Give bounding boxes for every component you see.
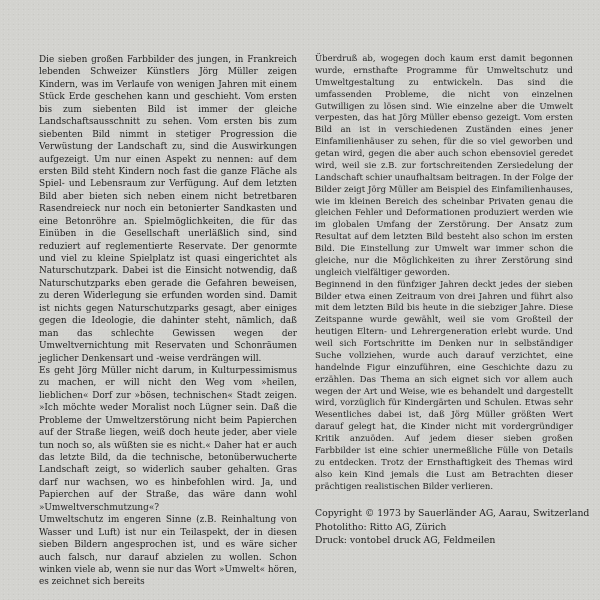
paragraph: Die sieben großen Farbbilder des jungen, in Frankreich lebenden Schweizer Künstlers Jörg Müller zeigen Kindern, was im Verlaufe von wenigen Jahren mit einem Stück Erde geschehen kann und geschieht. Vom ersten bis zum siebenten Bild ist immer der gleiche Landschaftsausschnitt zu sehen. Vom ersten bis zum siebenten Bild nimmt in stetiger Progression die Verwüstung der Landschaft zu, sind die Auswirkungen aufgezeigt. Um nur einen Aspekt zu nennen: auf dem ersten Bild steht Kindern noch fast die ganze Fläche als Spiel- und Lebensraum zur Verfügung. Auf dem letzten Bild aber bieten sich neben einem nicht betretbaren Rasendreieck nur noch ein betonierter Sandkasten und eine Betonröhre an. Spielmöglichkeiten, die für das Einüben in die Gesellschaft unerläßlich sind, sind reduziert auf reglementierte Reservate. Der genormte und viel zu kleine Spielplatz ist quasi eingerichtet als Naturschutzpark. Dabei ist die Einsicht notwendig, daß Naturschutzparks eben gerade die Gefahren beweisen, zu deren Widerlegung sie erfunden worden sind. Damit ist nichts gegen Naturschutzparks gesagt, aber einiges gegen die Ideologie, die dahinter steht, nämlich, daß man das schlechte Gewissen wegen der Umweltvernichtung mit Reservaten und Schonräumen jeglicher Denkensart und -weise verdrängen will. <box>39 55 297 364</box>
paragraph: Umweltschutz im engeren Sinne (z.B. Reinhaltung von Wasser und Luft) ist nur ein Teilaspekt, der in diesen sieben Bildern angesprochen ist, und es wäre sicher auch falsch, nur darauf abzielen zu wollen. Schon winken viele ab, wenn sie nur das Wort »Umwelt« hören, es zeichnet sich bereits <box>39 515 297 588</box>
paragraph: Überdruß ab, wogegen doch kaum erst damit begonnen wurde, ernsthafte Programme für Umweltschutz und Umweltgestaltung zu entwickeln. Das sind die umfassenden Probleme, die nicht von einzelnen Gutwilligen zu lösen sind. Wie einzelne aber die Umwelt verpesten, das hat Jörg Müller ebenso gezeigt. Vom ersten Bild an ist in verschiedenen Zuständen eines jener Einfamilienhäuser zu sehen, für die so viel geworben und getan wird, gegen die aber auch schon ebensoviel geredet wird, weil sie z.B. zur fortschreitenden Zersiedelung der Landschaft schier unaufhaltsam beitragen. In der Folge der Bilder zeigt Jörg Müller am Beispiel des Einfamilienhauses, wie im kleinen Bereich des scheinbar Privaten genau die gleichen Fehler und Deformationen produziert werden wie im globalen Umfang der Zerstörung. Der Ansatz zum Resultat auf dem letzten Bild besteht also schon im ersten Bild. Die Einstellung zur Umwelt war immer schon die gleiche, nur die Möglichkeiten zu ihrer Zerstörung sind ungleich vielfältiger geworden. <box>315 54 574 278</box>
copyright-line: Copyright © 1973 by Sauerländer AG, Aarau, Switzerland <box>315 508 590 519</box>
printer-line: Druck: vontobel druck AG, Feldmeilen <box>315 535 496 546</box>
imprint-credits <box>315 507 590 548</box>
paragraph: Beginnend in den fünfziger Jahren deckt jedes der sieben Bilder etwa einen Zeitraum von drei Jahren und führt also mit dem letzten Bild bis heute in die siebziger Jahre. Diese Zeitspanne wurde gewählt, weil sie vom Großteil der heutigen Eltern- und Lehrergeneration erlebt wurde. Und weil sich Fortschritte im Denken nur in selbständiger Suche vollziehen, wurde auch darauf verzichtet, eine handelnde Figur einzuführen, eine Geschichte dazu zu erzählen. Das Thema an sich eignet sich vor allem auch wegen der Art und Weise, wie es behandelt und dargestellt wird, vorzüglich für Kindergärten und Schulen. Etwas sehr Wesentliches dabei ist, daß Jörg Müller größten Wert darauf gelegt hat, die Kinder nicht mit vordergründiger Kritik anzuöden. Auf jedem dieser sieben großen Farbbilder ist eine schier unermeßliche Fülle von Details zu entdecken. Trotz der Ernsthaftigkeit des Themas wird also kein Kind jemals die Lust am Betrachten dieser prächtigen realistischen Bilder verlieren. <box>315 279 573 492</box>
left-text-column <box>39 54 297 589</box>
photolitho-line: Photolitho: Ritto AG, Zürich <box>315 521 447 533</box>
paragraph: Es geht Jörg Müller nicht darum, in Kulturpessimismus zu machen, er will nicht den Weg vom »heilen, lieblichen« Dorf zur »bösen, technischen« Stadt zeigen. »Ich möchte weder Moralist noch Lügner sein. Daß die Probleme der Umweltzerstörung nicht beim Papierchen auf der Straße liegen, weiß doch heute jeder, aber viele tun noch so, als wüßten sie es nicht.« Daher hat er auch das letzte Bild, da die technische, betonüberwucherte Landschaft zeigt, so widerlich sauber gehalten. Gras darf nur wachsen, wo es hinbefohlen wird. Ja, und Papierchen auf der Straße, das wäre dann wohl »Umweltverschmutzung«? <box>39 365 297 513</box>
right-text-column <box>315 54 573 493</box>
